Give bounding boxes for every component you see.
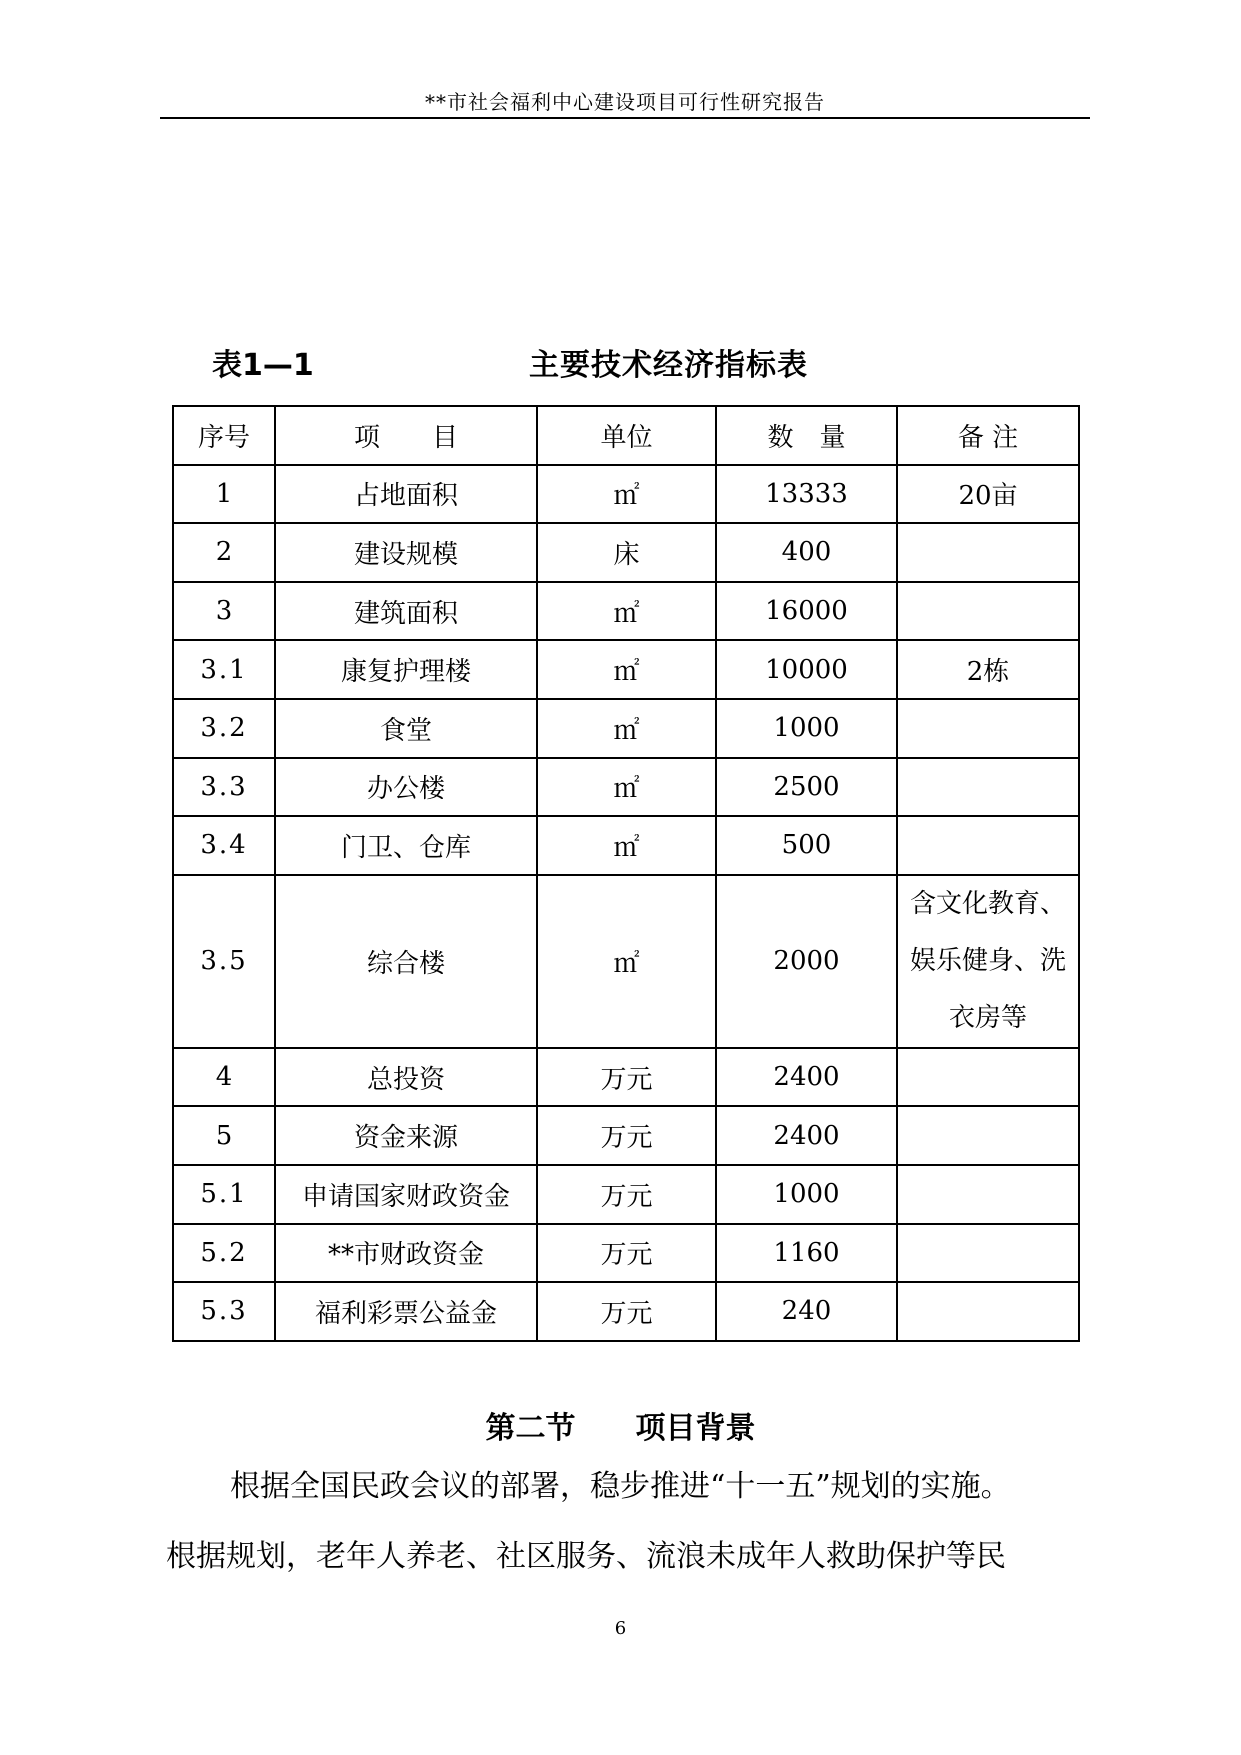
cell-qty: 13333 (716, 465, 897, 524)
header-cell-no: 序号 (173, 406, 275, 465)
cell-qty: 2000 (716, 875, 897, 1048)
cell-unit: 万元 (537, 1048, 716, 1107)
cell-no: 3.3 (173, 758, 275, 817)
table-title: 主要技术经济指标表 (529, 348, 808, 383)
cell-no: 3.5 (173, 875, 275, 1048)
cell-unit: 万元 (537, 1224, 716, 1283)
cell-unit: 万元 (537, 1106, 716, 1165)
cell-qty: 1160 (716, 1224, 897, 1283)
cell-no: 5.1 (173, 1165, 275, 1224)
cell-no: 1 (173, 465, 275, 524)
table-caption (0, 340, 1241, 388)
cell-note (897, 1048, 1079, 1107)
cell-no: 3 (173, 582, 275, 641)
cell-qty: 1000 (716, 1165, 897, 1224)
note-line: 娱乐健身、洗 (909, 945, 1066, 976)
cell-note (897, 523, 1079, 582)
table-row (173, 1282, 1079, 1341)
table-row (173, 1224, 1079, 1283)
table-row (173, 699, 1079, 758)
cell-item: 总投资 (275, 1048, 537, 1107)
cell-unit: ㎡ (537, 699, 716, 758)
cell-item: 资金来源 (275, 1106, 537, 1165)
table-header-row (173, 406, 1079, 465)
table-row (173, 1106, 1079, 1165)
header-cell-item: 项 目 (275, 406, 537, 465)
cell-item: 福利彩票公益金 (275, 1282, 537, 1341)
running-header: **市社会福利中心建设项目可行性研究报告 (425, 90, 825, 114)
cell-note (897, 875, 1079, 1048)
cell-unit: 床 (537, 523, 716, 582)
header-cell-unit: 单位 (537, 406, 716, 465)
cell-no: 3.2 (173, 699, 275, 758)
cell-no: 5 (173, 1106, 275, 1165)
paragraph-line: 根据全国民政会议的部署，稳步推进“十一五”规划的实施。 (230, 1469, 1011, 1504)
header-cell-note: 备 注 (897, 406, 1079, 465)
cell-note (897, 1282, 1079, 1341)
cell-no: 3.4 (173, 816, 275, 875)
cell-qty: 10000 (716, 640, 897, 699)
cell-unit: ㎡ (537, 758, 716, 817)
cell-qty: 400 (716, 523, 897, 582)
note-line: 含文化教育、 (909, 888, 1066, 919)
cell-qty: 2400 (716, 1048, 897, 1107)
cell-no: 2 (173, 523, 275, 582)
cell-note: 2栋 (897, 640, 1079, 699)
table-row (173, 523, 1079, 582)
cell-unit: 万元 (537, 1282, 716, 1341)
table-number: 表1—1 (212, 348, 314, 383)
table-row (173, 465, 1079, 524)
cell-note (897, 758, 1079, 817)
paragraph-line: 根据规划，老年人养老、社区服务、流浪未成年人救助保护等民 (166, 1539, 1006, 1574)
cell-note (897, 1106, 1079, 1165)
cell-item: 占地面积 (275, 465, 537, 524)
cell-unit: ㎡ (537, 640, 716, 699)
table-row (173, 875, 1079, 1048)
cell-item: 建设规模 (275, 523, 537, 582)
cell-no: 3.1 (173, 640, 275, 699)
table-row (173, 816, 1079, 875)
cell-item: 食堂 (275, 699, 537, 758)
cell-qty: 2400 (716, 1106, 897, 1165)
cell-qty: 16000 (716, 582, 897, 641)
table-row (173, 1165, 1079, 1224)
cell-qty: 500 (716, 816, 897, 875)
cell-item: 综合楼 (275, 875, 537, 1048)
cell-note (897, 1224, 1079, 1283)
indicator-table (172, 405, 1080, 1342)
cell-qty: 1000 (716, 699, 897, 758)
cell-item: 康复护理楼 (275, 640, 537, 699)
cell-unit: ㎡ (537, 875, 716, 1048)
cell-qty: 2500 (716, 758, 897, 817)
section-title: 第二节 项目背景 (485, 1411, 756, 1446)
page-number: 6 (614, 1618, 627, 1639)
note-line: 衣房等 (948, 1002, 1027, 1033)
table-row (173, 1048, 1079, 1107)
cell-no: 4 (173, 1048, 275, 1107)
cell-qty: 240 (716, 1282, 897, 1341)
header-cell-qty: 数 量 (716, 406, 897, 465)
cell-item: 办公楼 (275, 758, 537, 817)
cell-item: **市财政资金 (275, 1224, 537, 1283)
body-paragraph (166, 1452, 1096, 1592)
table-row (173, 758, 1079, 817)
header-rule (160, 117, 1090, 119)
cell-note (897, 1165, 1079, 1224)
cell-item: 门卫、仓库 (275, 816, 537, 875)
cell-unit: 万元 (537, 1165, 716, 1224)
table-row (173, 640, 1079, 699)
cell-unit: ㎡ (537, 465, 716, 524)
cell-unit: ㎡ (537, 582, 716, 641)
table-row (173, 582, 1079, 641)
cell-note (897, 582, 1079, 641)
cell-note (897, 816, 1079, 875)
cell-note: 20亩 (897, 465, 1079, 524)
cell-no: 5.3 (173, 1282, 275, 1341)
cell-unit: ㎡ (537, 816, 716, 875)
cell-item: 建筑面积 (275, 582, 537, 641)
cell-no: 5.2 (173, 1224, 275, 1283)
cell-note (897, 699, 1079, 758)
cell-item: 申请国家财政资金 (275, 1165, 537, 1224)
